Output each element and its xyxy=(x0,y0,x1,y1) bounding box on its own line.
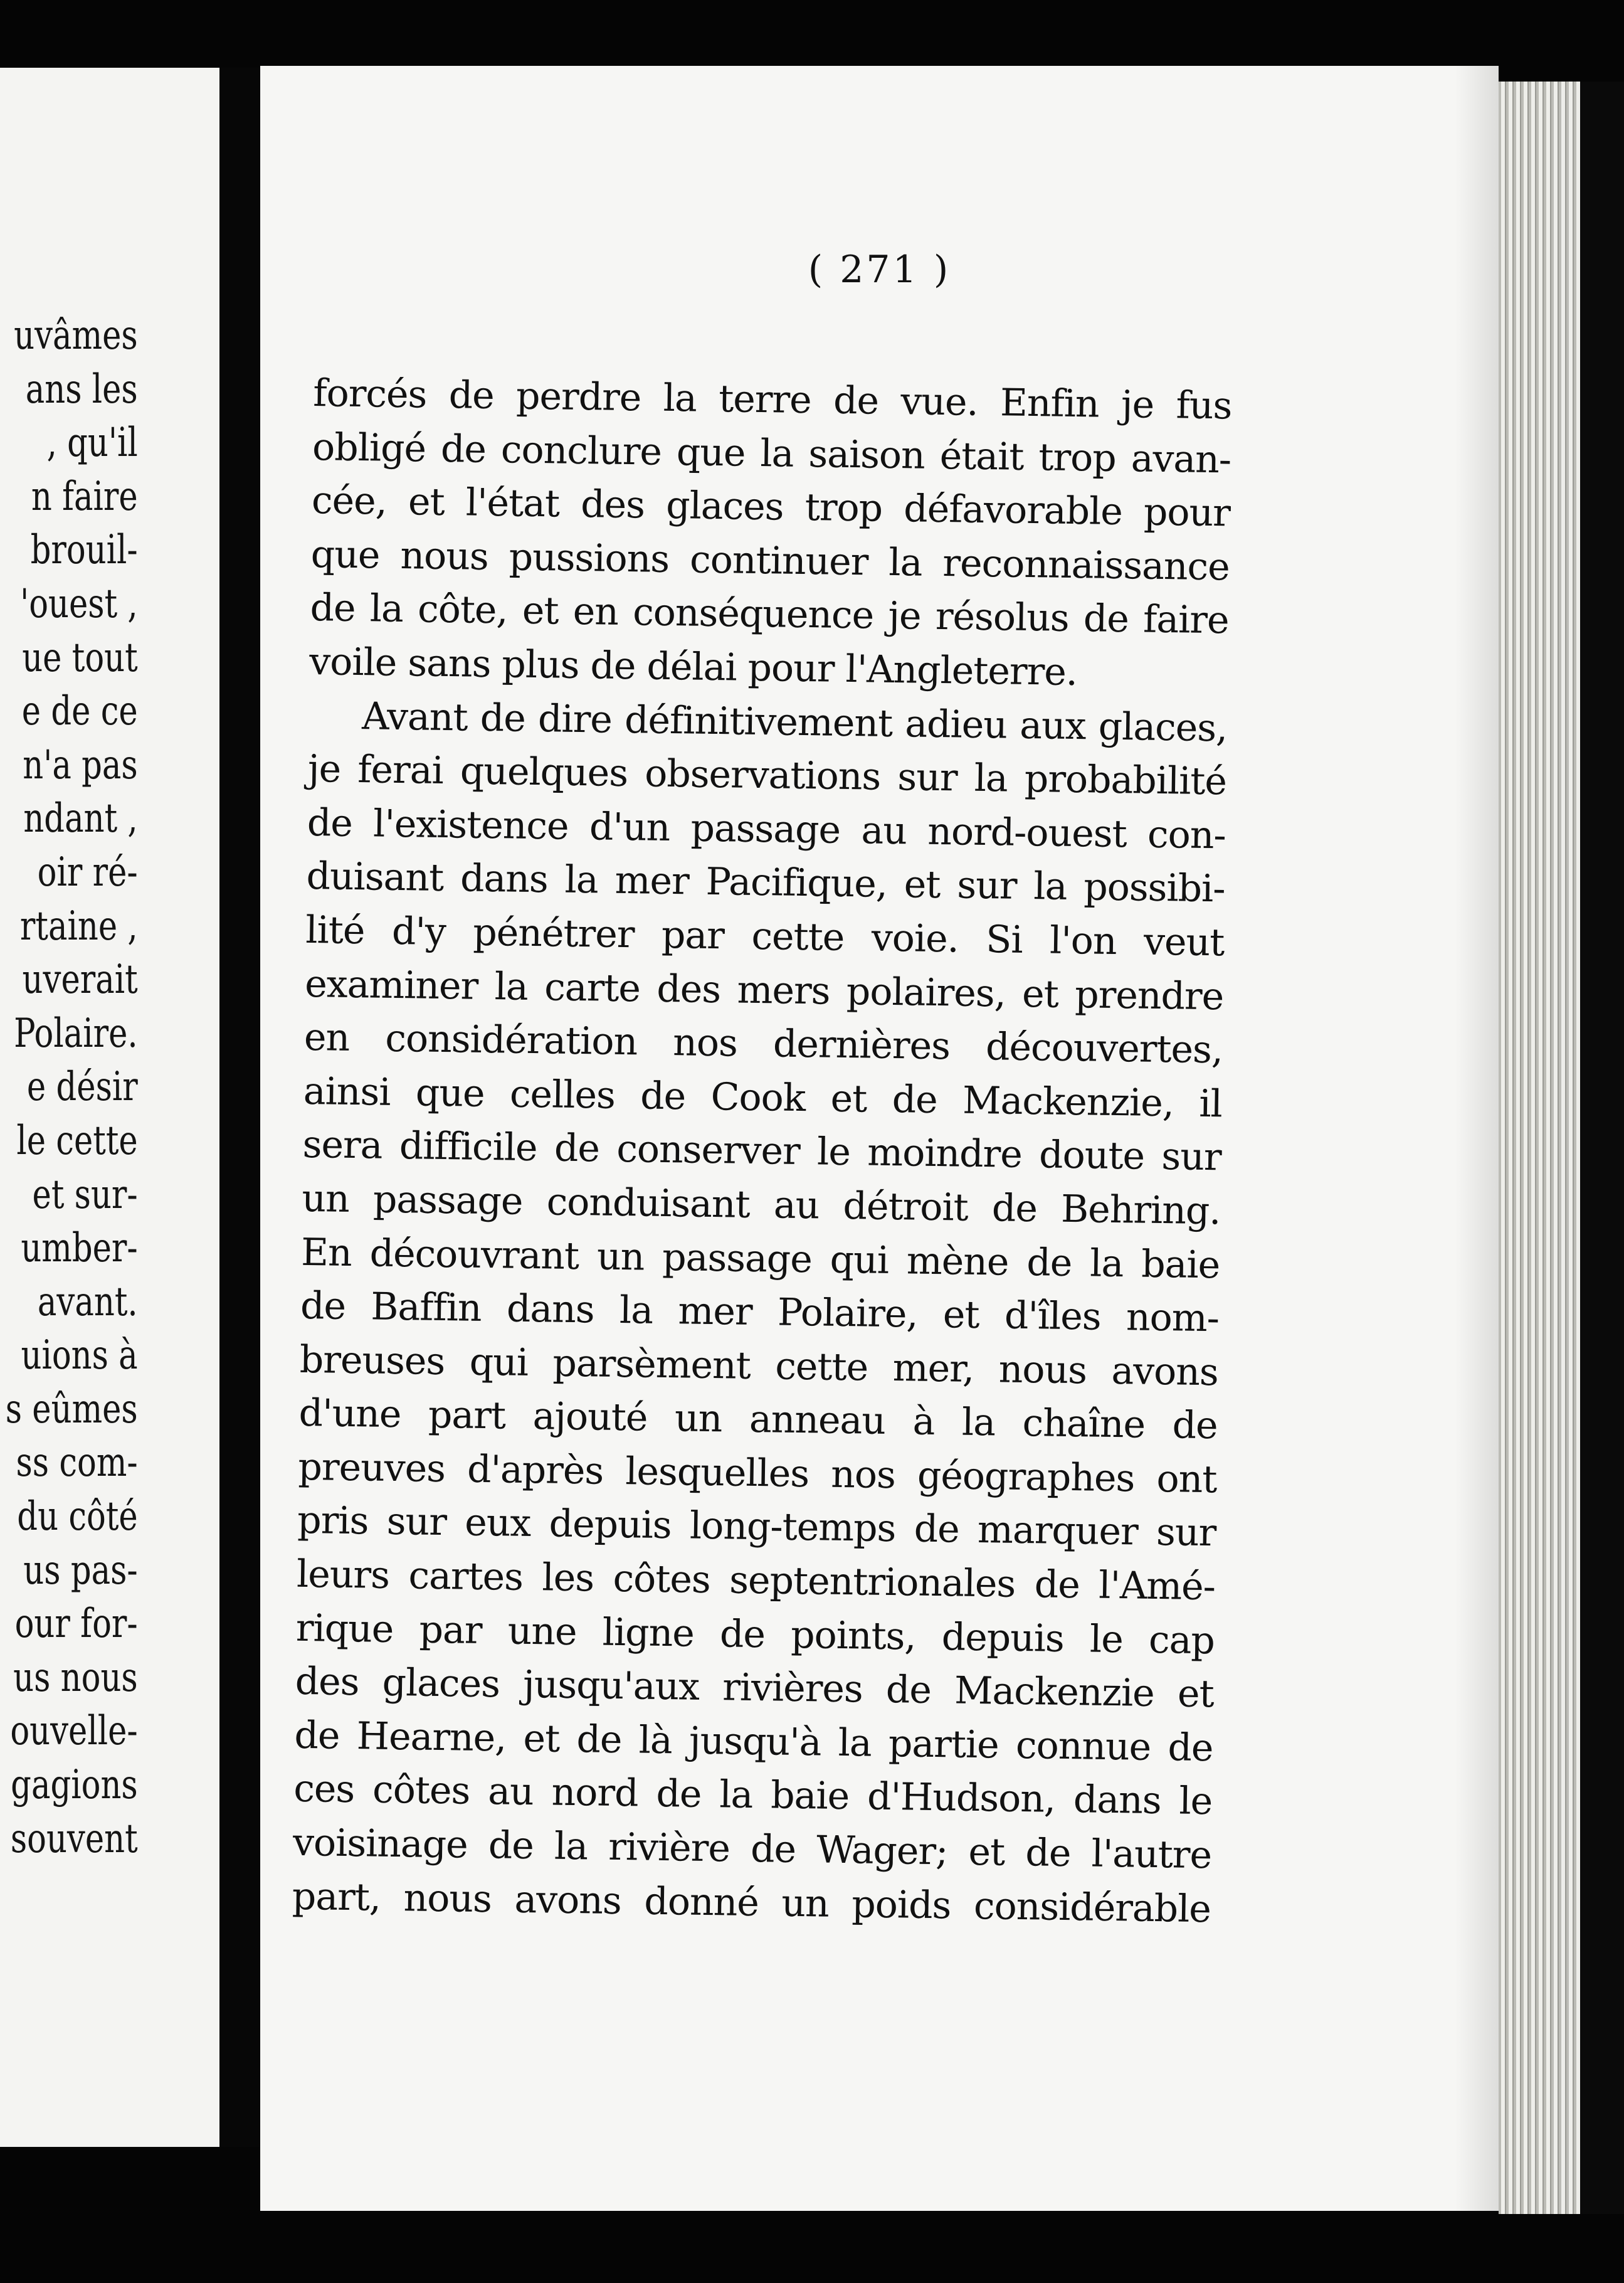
text-line: en considération nos dernières découvertes, xyxy=(303,1015,1223,1073)
text-line: de Baffin dans la mer Polaire, et d'îles nom- xyxy=(300,1283,1220,1341)
previous-page-line: ans les xyxy=(26,366,138,413)
body-text xyxy=(292,367,1232,1936)
previous-page-line: et sur- xyxy=(32,1171,138,1218)
previous-page-line: Polaire. xyxy=(14,1010,138,1057)
previous-page-line: n'a pas xyxy=(23,741,138,788)
text-line: En découvrant un passage qui mène de la baie xyxy=(300,1230,1220,1287)
previous-page-line: uions à xyxy=(21,1332,139,1379)
previous-page-line: gagions xyxy=(11,1762,138,1809)
text-line: de l'existence d'un passage au nord-ouest con- xyxy=(307,800,1226,858)
text-line: voisinage de la rivière de Wager; et de l'autre xyxy=(292,1820,1212,1878)
text-line: voile sans plus de délai pour l'Angleterre. xyxy=(308,639,1078,695)
previous-page-line: us pas- xyxy=(23,1547,138,1594)
text-line: duisant dans la mer Pacifique, et sur la possibi- xyxy=(306,854,1226,911)
previous-page-line: rtaine , xyxy=(20,903,138,950)
previous-page-line: du côté xyxy=(17,1493,138,1540)
previous-page-line: brouil- xyxy=(30,527,138,574)
text-line: pris sur eux depuis long-temps de marquer sur xyxy=(297,1498,1216,1555)
previous-page-line: ue tout xyxy=(22,634,138,681)
text-line: preuves d'après lesquelles nos géographes ont xyxy=(298,1444,1217,1502)
previous-page-text xyxy=(0,309,138,1866)
text-line: Avant de dire définitivement adieu aux glaces, xyxy=(361,694,1228,750)
previous-page-line: us nous xyxy=(13,1654,138,1701)
current-page xyxy=(260,66,1499,2211)
text-line: je ferai quelques observations sur la probabilité xyxy=(307,747,1227,804)
text-line: ainsi que celles de Cook et de Mackenzie, il xyxy=(303,1069,1223,1126)
book-gutter xyxy=(219,68,260,2147)
text-line: part, nous avons donné un poids considérable xyxy=(292,1874,1211,1931)
page-edges xyxy=(1499,82,1580,2214)
text-line: des glaces jusqu'aux rivières de Mackenzie et xyxy=(295,1660,1215,1717)
text-line: leurs cartes les côtes septentrionales de l'Amé- xyxy=(296,1552,1216,1609)
previous-page-line: e de ce xyxy=(22,688,138,735)
text-line: cée, et l'état des glaces trop défavorable pour xyxy=(311,479,1231,536)
previous-page-line: 'ouest , xyxy=(20,580,138,627)
previous-page-line: s eûmes xyxy=(6,1385,138,1433)
previous-page-line: , qu'il xyxy=(46,420,139,467)
previous-page-fragment xyxy=(0,68,221,2147)
text-line: forcés de perdre la terre de vue. Enfin je fus xyxy=(312,371,1232,428)
book-cover-edge xyxy=(1580,82,1624,2214)
text-line: examiner la carte des mers polaires, et prendre xyxy=(304,961,1224,1019)
previous-page-line: umber- xyxy=(21,1225,138,1272)
page-number: ( 271 ) xyxy=(808,248,951,292)
previous-page-line: oir ré- xyxy=(37,849,138,896)
text-line: rique par une ligne de points, depuis le cap xyxy=(295,1606,1215,1663)
previous-page-line: ndant , xyxy=(23,795,138,842)
text-line: d'une part ajouté un anneau à la chaîne de xyxy=(298,1391,1218,1448)
previous-page-line: n faire xyxy=(31,473,138,520)
previous-page-line: avant. xyxy=(38,1278,138,1325)
text-line: de Hearne, et de là jusqu'à la partie connue de xyxy=(294,1713,1213,1771)
previous-page-line: our for- xyxy=(14,1601,139,1648)
text-line: de la côte, et en conséquence je résolus de faire xyxy=(310,586,1229,643)
previous-page-line: le cette xyxy=(16,1117,138,1164)
previous-page-line: souvent xyxy=(11,1815,139,1862)
text-line: lité d'y pénétrer par cette voie. Si l'on veut xyxy=(305,908,1225,965)
previous-page-line: ouvelle- xyxy=(10,1708,139,1755)
text-line: un passage conduisant au détroit de Behring. xyxy=(301,1176,1221,1234)
text-line: sera difficile de conserver le moindre doute sur xyxy=(302,1123,1222,1180)
text-line: breuses qui parsèment cette mer, nous avons xyxy=(299,1337,1219,1394)
text-line: ces côtes au nord de la baie d'Hudson, dans le xyxy=(293,1767,1213,1824)
previous-page-line: uverait xyxy=(22,956,138,1004)
previous-page-line: ss com- xyxy=(16,1439,138,1486)
previous-page-line: e désir xyxy=(27,1064,138,1111)
previous-page-line: uvâmes xyxy=(14,312,138,359)
text-line: que nous pussions continuer la reconnaissance xyxy=(310,532,1230,590)
text-line: obligé de conclure que la saison était trop avan- xyxy=(312,425,1231,482)
